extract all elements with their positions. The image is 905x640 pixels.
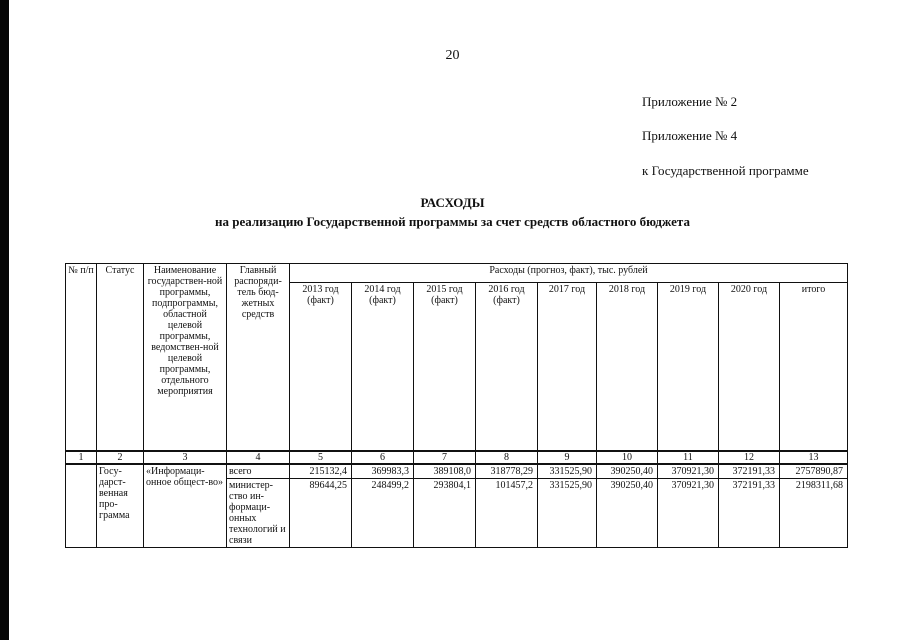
value-cell: 293804,1	[414, 478, 476, 547]
total-cell: 2757890,87	[780, 464, 848, 479]
column-number: 8	[476, 451, 538, 464]
header-expenses: Расходы (прогноз, факт), тыс. рублей	[290, 264, 848, 283]
header-year: 2017 год	[538, 283, 597, 451]
header-year: 2019 год	[658, 283, 719, 451]
value-cell: 101457,2	[476, 478, 538, 547]
value-cell: 370921,30	[658, 478, 719, 547]
header-status: Статус	[97, 264, 144, 451]
column-number: 6	[352, 451, 414, 464]
header-year: 2014 год (факт)	[352, 283, 414, 451]
value-cell: 369983,3	[352, 464, 414, 479]
value-cell: 372191,33	[719, 478, 780, 547]
header-year: 2020 год	[719, 283, 780, 451]
value-cell: 318778,29	[476, 464, 538, 479]
column-number: 9	[538, 451, 597, 464]
manager-cell: министер-ство ин-формаци-онных технологий и связи	[227, 478, 290, 547]
scan-left-edge	[0, 0, 9, 640]
value-cell: 390250,40	[597, 478, 658, 547]
manager-cell: всего	[227, 464, 290, 479]
value-cell: 331525,90	[538, 464, 597, 479]
column-number: 4	[227, 451, 290, 464]
appendix-line-3: к Государственной программе	[642, 163, 809, 178]
header-num: № п/п	[66, 264, 97, 451]
page-number: 20	[445, 48, 460, 63]
header-year: 2013 год (факт)	[290, 283, 352, 451]
value-cell: 215132,4	[290, 464, 352, 479]
value-cell: 331525,90	[538, 478, 597, 547]
value-cell: 89644,25	[290, 478, 352, 547]
expenses-table	[65, 263, 848, 548]
column-number: 12	[719, 451, 780, 464]
column-number: 2	[97, 451, 144, 464]
header-total: итого	[780, 283, 848, 451]
appendix-line-2: Приложение № 4	[642, 128, 738, 143]
value-cell: 390250,40	[597, 464, 658, 479]
program-name-cell: «Информаци-онное общест-во»	[144, 464, 227, 548]
column-number: 13	[780, 451, 848, 464]
column-number: 1	[66, 451, 97, 464]
document-title: РАСХОДЫ	[420, 195, 485, 210]
header-manager: Главный распоряди-тель бюд-жетных средств	[227, 264, 290, 451]
value-cell: 389108,0	[414, 464, 476, 479]
document-subtitle: на реализацию Государственной программы за счет средств областного бюджета	[215, 214, 690, 229]
table-row	[66, 464, 848, 479]
header-year: 2016 год (факт)	[476, 283, 538, 451]
total-cell: 2198311,68	[780, 478, 848, 547]
column-number: 10	[597, 451, 658, 464]
status-cell: Госу-дарст-венная про-грамма	[97, 464, 144, 548]
appendix-line-1: Приложение № 2	[642, 94, 738, 109]
column-number: 7	[414, 451, 476, 464]
value-cell: 370921,30	[658, 464, 719, 479]
column-number-row	[66, 451, 848, 464]
value-cell: 372191,33	[719, 464, 780, 479]
header-year: 2018 год	[597, 283, 658, 451]
value-cell: 248499,2	[352, 478, 414, 547]
header-year: 2015 год (факт)	[414, 283, 476, 451]
header-program-name: Наименование государствен-ной программы, подпрограммы, областной целевой программы, ведомствен-ной целевой программы, отдельного мероприятия	[144, 264, 227, 451]
row-number-cell	[66, 464, 97, 548]
column-number: 3	[144, 451, 227, 464]
column-number: 11	[658, 451, 719, 464]
header-row-1	[66, 264, 848, 283]
column-number: 5	[290, 451, 352, 464]
